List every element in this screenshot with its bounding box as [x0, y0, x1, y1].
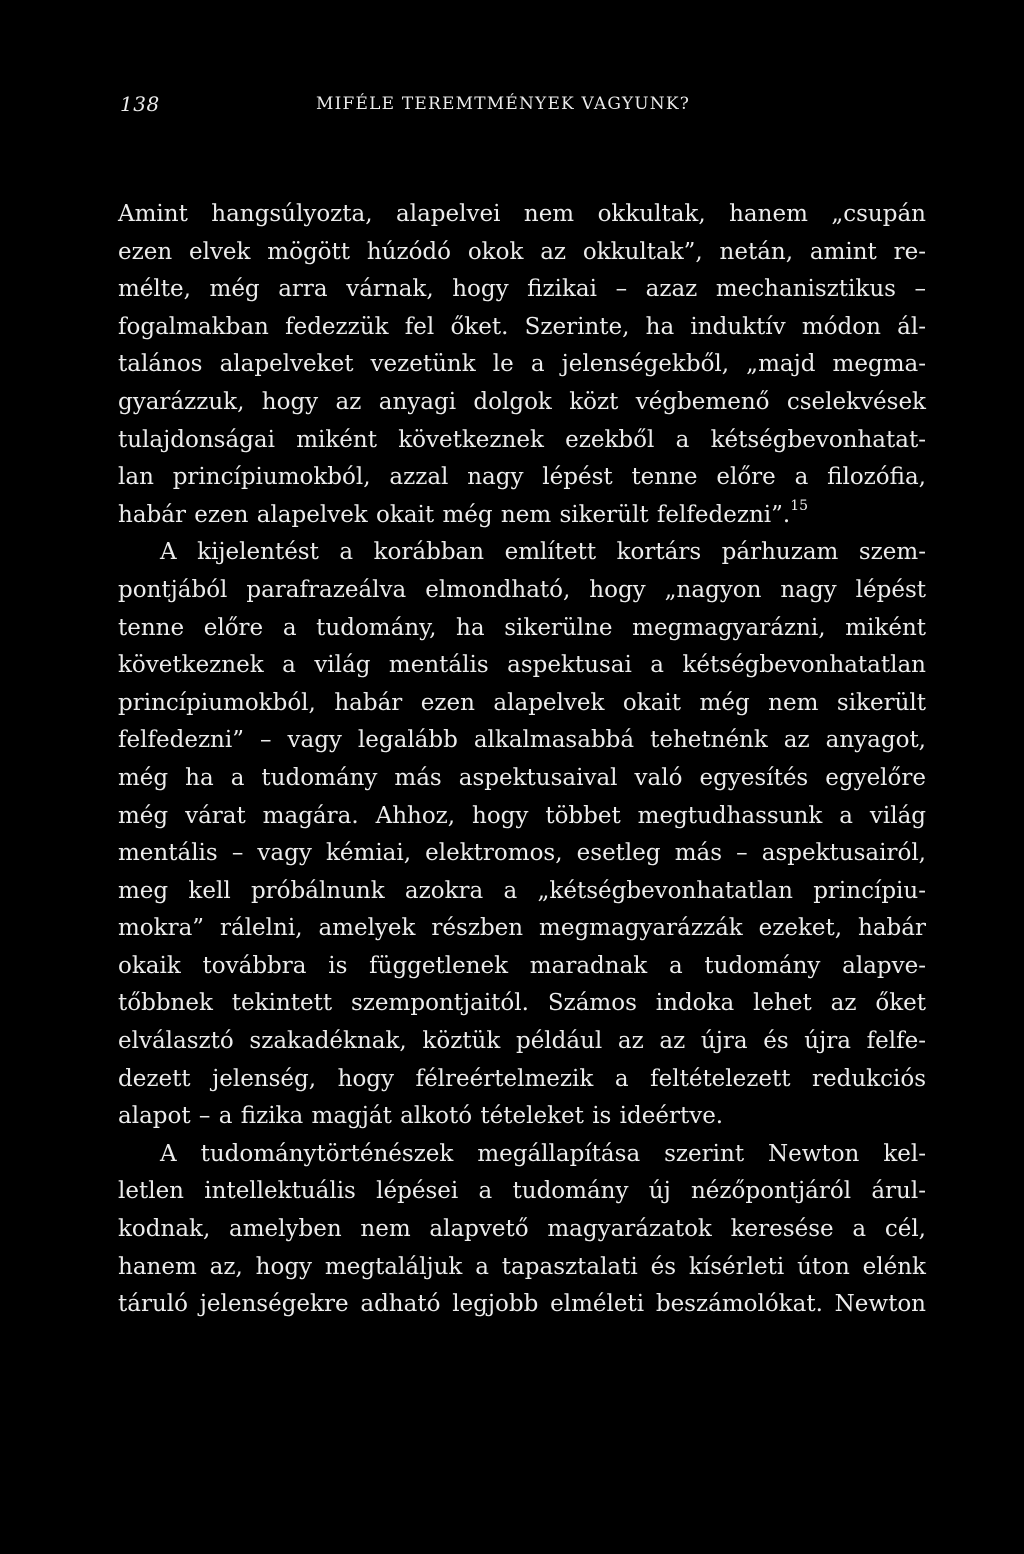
text-line: mokra” rálelni, amelyek részben megmagyarázzák ezeket, habár [118, 915, 926, 942]
text-line: meg kell próbálnunk azokra a „kétségbevonhatatlan princípiu- [118, 877, 926, 904]
text-line: alapot – a fizika magját alkotó tételeket is ideértve. [118, 1103, 724, 1130]
text-line: következnek a világ mentális aspektusai a kétségbevonhatatlan [118, 652, 926, 679]
page-number: 138 [120, 92, 160, 116]
text-line: dezett jelenség, hogy félreértelmezik a feltételezett redukciós [118, 1065, 926, 1092]
text-line: lan princípiumokból, azzal nagy lépést tenne előre a filozófia, [118, 464, 926, 491]
text-line: Amint hangsúlyozta, alapelvei nem okkultak, hanem „csupán [118, 201, 926, 227]
text-line-content: habár ezen alapelvek okait még nem sikerült felfedezni”. [118, 501, 791, 528]
text-line: tőbbnek tekintett szempontjaitól. Számos indoka lehet az őket [118, 990, 926, 1017]
text-line: még ha a tudomány más aspektusaival való egyesítés egyelőre [118, 764, 926, 791]
paragraph-first-line: A kijelentést a korábban említett kortárs párhuzam szem- [160, 539, 926, 566]
text-line: kodnak, amelyben nem alapvető magyarázatok keresése a cél, [118, 1216, 926, 1243]
text-line: felfedezni” – vagy legalább alkalmasabbá tehetnénk az anyagot, [118, 727, 926, 754]
text-line: okaik továbbra is függetlenek maradnak a tudomány alapve- [118, 952, 926, 979]
text-line: ezen elvek mögött húzódó okok az okkultak”, netán, amint re- [118, 238, 926, 265]
body-text [118, 196, 926, 1324]
text-line: gyarázzuk, hogy az anyagi dolgok közt végbemenő cselekvések [118, 388, 926, 415]
page-header [118, 92, 918, 122]
footnote-reference: 15 [790, 498, 809, 515]
paragraph-first-line: A tudománytörténészek megállapítása szerint Newton kel- [160, 1140, 926, 1167]
text-line: mélte, még arra várnak, hogy fizikai – azaz mechanisztikus – [118, 276, 926, 303]
running-title: MIFÉLE TEREMTMÉNYEK VAGYUNK? [316, 94, 691, 114]
text-line: tulajdonságai miként következnek ezekből a kétségbevonhatat- [118, 426, 926, 453]
text-line: még várat magára. Ahhoz, hogy többet megtudhassunk a világ [118, 802, 926, 829]
text-line: princípiumokból, habár ezen alapelvek okait még nem sikerült [118, 689, 926, 716]
text-line [118, 497, 926, 535]
text-line: pontjából parafrazeálva elmondható, hogy „nagyon nagy lépést [118, 576, 926, 603]
text-line: talános alapelveket vezetünk le a jelenségekből, „majd megma- [118, 351, 926, 378]
text-line: letlen intellektuális lépései a tudomány új nézőpontjáról árul- [118, 1178, 926, 1205]
text-line: fogalmakban fedezzük fel őket. Szerinte, ha induktív módon ál- [118, 313, 926, 340]
text-line: hanem az, hogy megtaláljuk a tapasztalati és kísérleti úton elénk [118, 1253, 926, 1280]
text-line: táruló jelenségekre adható legjobb elméleti beszámolókat. Newton [118, 1291, 926, 1318]
text-line: elválasztó szakadéknak, köztük például az az újra és újra felfe- [118, 1028, 926, 1055]
text-line: mentális – vagy kémiai, elektromos, esetleg más – aspektusairól, [118, 840, 926, 867]
text-line: tenne előre a tudomány, ha sikerülne megmagyarázni, miként [118, 614, 926, 641]
